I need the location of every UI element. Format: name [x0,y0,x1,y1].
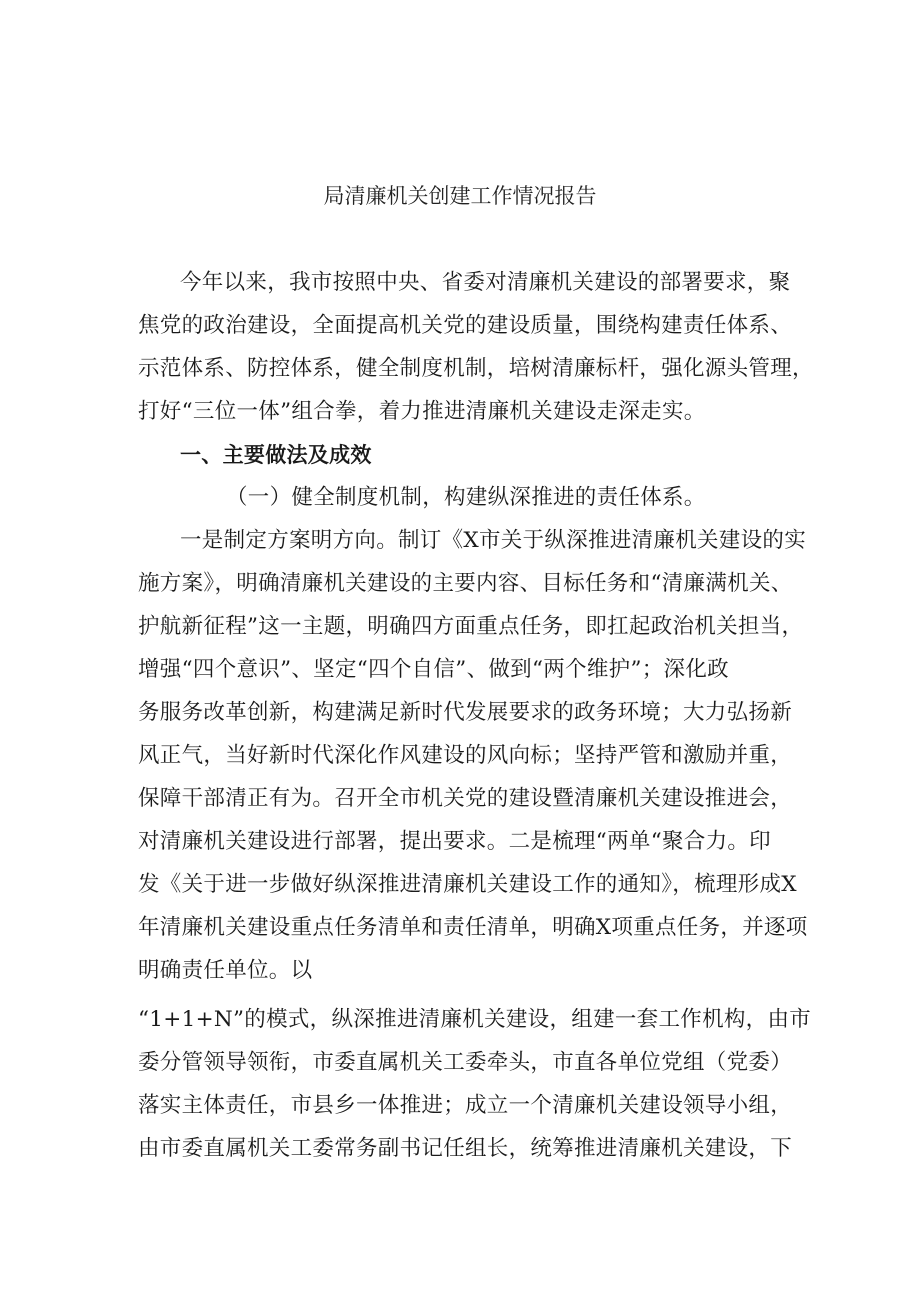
paragraph-line: 焦党的政治建设，全面提高机关党的建设质量，围绕构建责任体系、 [138,313,793,338]
paragraph-line: 打好“三位一体”组合拳，着力推进清廉机关建设走深走实。 [138,399,706,424]
paragraph-line: 施方案》，明确清廉机关建设的主要内容、目标任务和“清廉满机关、 [138,571,793,596]
paragraph-line: “1+1+N”的模式，纵深推进清廉机关建设，组建一套工作机构，由市 [138,1007,812,1032]
paragraph-line: 委分管领导领衔，市委直属机关工委牵头，市直各单位党组（党委） [138,1050,793,1075]
paragraph-line: 务服务改革创新，构建满足新时代发展要求的政务环境；大力弘扬新 [138,700,793,725]
paragraph-line: 明确责任单位。以 [138,958,313,983]
subsection-heading: （一）健全制度机制，构建纵深推进的责任体系。 [226,485,706,510]
paragraph-line: 风正气，当好新时代深化作风建设的风向标；坚持严管和激励并重， [138,743,793,768]
paragraph-line: 护航新征程”这一主题，明确四方面重点任务，即扛起政治机关担当， [138,614,804,639]
paragraph-line: 落实主体责任，市县乡一体推进；成立一个清廉机关建设领导小组， [138,1093,793,1118]
paragraph-line: 由市委直属机关工委常务副书记任组长，统筹推进清廉机关建设，下 [138,1136,793,1161]
paragraph-line: 对清廉机关建设进行部署，提出要求。二是梳理“两单“聚合力。印 [138,829,771,854]
paragraph-line: 年清廉机关建设重点任务清单和责任清单，明确X项重点任务，并逐项 [138,915,808,940]
section-heading: 一、主要做法及成效 [180,443,372,467]
paragraph-line: 增强“四个意识”、坚定“四个自信”、做到“两个维护”；深化政 [138,657,729,682]
paragraph-line: 示范体系、防控体系，健全制度机制，培树清廉标杆，强化源头管理， [138,356,814,381]
paragraph-line: 今年以来，我市按照中央、省委对清廉机关建设的部署要求，聚 [180,270,791,295]
paragraph-line: 一是制定方案明方向。制订《X市关于纵深推进清廉机关建设的实 [180,528,807,553]
paragraph-line: 发《关于进一步做好纵深推进清廉机关建设工作的通知》，梳理形成X [138,872,797,897]
paragraph-line: 保障干部清正有为。召开全市机关党的建设暨清廉机关建设推进会， [138,786,793,811]
document-title: 局清廉机关创建工作情况报告 [323,184,597,208]
